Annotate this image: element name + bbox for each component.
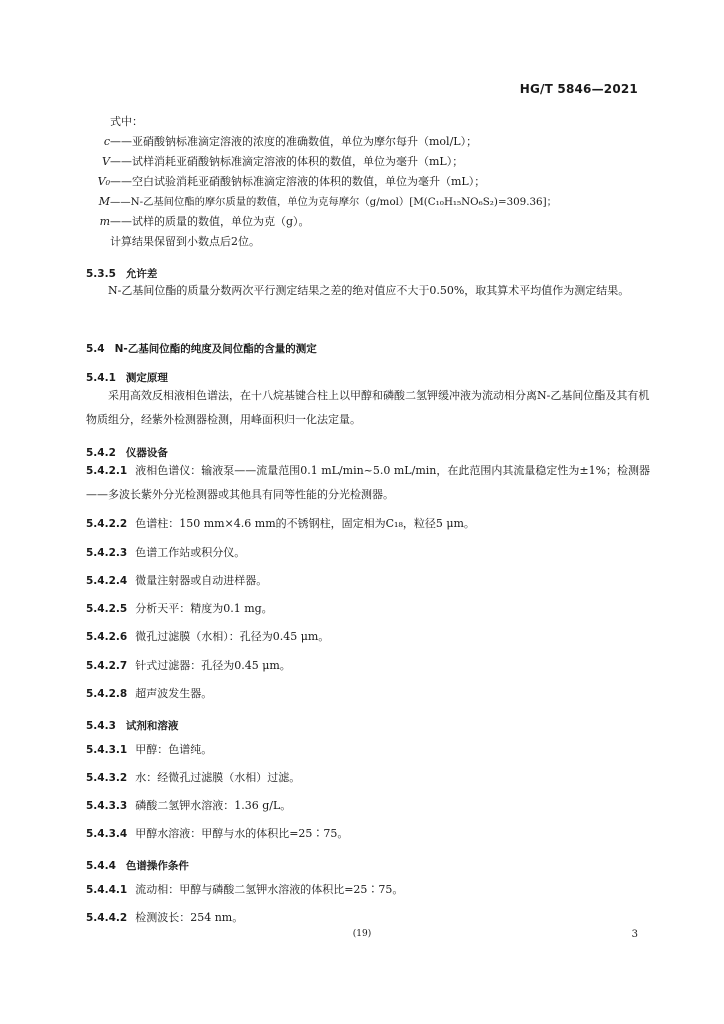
clause-item: [86, 459, 660, 507]
legend-symbol: c: [103, 135, 110, 148]
clause-number: 5.4.2.8: [86, 688, 128, 700]
clause-text: 针式过滤器：孔径为0.45 μm。: [135, 659, 291, 672]
standard-number: HG/T 5846—2021: [519, 82, 638, 96]
clause-text: 液相色谱仪：输液泵——流量范围0.1 mL/min~5.0 mL/min，在此范围内其流量稳定性为±1%；检测器——多波长紫外分光检测器或其他具有同等性能的分光检测器。: [86, 464, 651, 501]
legend-symbol: V: [102, 155, 110, 168]
legend-text: ——试样消耗亚硝酸钠标准滴定溶液的体积的数值，单位为毫升（mL）；: [110, 155, 464, 168]
clause-number: 5.4.2.6: [86, 631, 128, 643]
clause-item: [86, 910, 243, 926]
clause-item: [86, 516, 475, 532]
section-title: 测定原理: [125, 372, 168, 384]
clause-text: 微孔过滤膜（水相）：孔径为0.45 μm。: [135, 630, 330, 643]
section-number: 5.4.2: [86, 447, 116, 459]
clause-text: 磷酸二氢钾水溶液：1.36 g/L。: [135, 799, 292, 812]
section-number: 5.4.3: [86, 720, 116, 732]
clause-text: 超声波发生器。: [135, 687, 213, 700]
clause-item: [86, 686, 212, 702]
section-heading: [86, 854, 189, 873]
clause-text: 微量注射器或自动进样器。: [135, 574, 268, 587]
clause-text: 检测波长：254 nm。: [135, 911, 244, 924]
legend-symbol: m: [99, 215, 110, 228]
clause-item: [86, 798, 291, 814]
clause-text: 甲醇：色谱纯。: [135, 743, 213, 756]
legend-item-v0: [96, 174, 485, 189]
legend-item-m-mass: [96, 214, 310, 229]
section-heading: [86, 714, 178, 733]
clause-item: [86, 826, 348, 842]
clause-number: 5.4.3.2: [86, 772, 128, 784]
legend-symbol: V₀: [97, 175, 110, 188]
legend-text: ——空白试验消耗亚硝酸钠标准滴定溶液的体积的数值，单位为毫升（mL）；: [110, 175, 486, 188]
section-heading: [86, 366, 168, 385]
clause-text: 甲醇水溶液：甲醇与水的体积比=25∶75。: [135, 827, 349, 840]
legend-intro: 式中：: [110, 115, 143, 128]
footer-center-page-marker: (19): [352, 929, 372, 939]
paragraph: N-乙基间位酯的质量分数两次平行测定结果之差的绝对值应不大于0.50%，取其算术平均值作为测定结果。: [108, 284, 630, 297]
section-number: 5.4: [86, 343, 105, 355]
section-heading: [86, 441, 168, 460]
clause-number: 5.4.2.1: [86, 465, 128, 477]
legend-item-v: [96, 154, 463, 169]
paragraph: 采用高效反相液相色谱法，在十八烷基键合柱上以甲醇和磷酸二氢钾缓冲液为流动相分离N-乙基间位酯及其有机物质组分，经紫外检测器检测，用峰面积归一化法定量。: [86, 389, 650, 426]
clause-item: [86, 658, 291, 674]
clause-text: 水：经微孔过滤膜（水相）过滤。: [135, 771, 301, 784]
clause-text: 流动相：甲醇与磷酸二氢钾水溶液的体积比=25∶75。: [135, 883, 404, 896]
section-title: N-乙基间位酯的纯度及间位酯的含量的测定: [114, 343, 317, 355]
clause-text: 色谱柱：150 mm×4.6 mm的不锈钢柱，固定相为C₁₈，粒径5 μm。: [135, 517, 475, 530]
legend-item-c: [96, 134, 477, 149]
clause-number: 5.4.2.5: [86, 603, 128, 615]
section-number: 5.4.4: [86, 860, 116, 872]
section-title: 色谱操作条件: [125, 860, 189, 872]
clause-number: 5.4.2.3: [86, 547, 128, 559]
clause-item: [86, 770, 300, 786]
clause-item: [86, 882, 403, 898]
clause-text: 色谱工作站或积分仪。: [135, 546, 246, 559]
clause-number: 5.4.4.1: [86, 884, 128, 896]
clause-item: [86, 573, 267, 589]
clause-text: 分析天平：精度为0.1 mg。: [135, 602, 273, 615]
section-number: 5.3.5: [86, 268, 116, 280]
clause-number: 5.4.2.7: [86, 660, 128, 672]
section-number: 5.4.1: [86, 372, 116, 384]
clause-number: 5.4.4.2: [86, 912, 128, 924]
clause-item: [86, 629, 329, 645]
legend-item-m-molar: [96, 194, 557, 210]
clause-item: [86, 545, 245, 561]
clause-number: 5.4.3.3: [86, 800, 128, 812]
page-number: 3: [631, 929, 638, 940]
clause-number: 5.4.3.1: [86, 744, 128, 756]
section-heading: [86, 337, 317, 356]
section-title: 仪器设备: [125, 447, 168, 459]
legend-text: ——亚硝酸钠标准滴定溶液的浓度的准确数值，单位为摩尔每升（mol/L）；: [110, 135, 478, 148]
clause-number: 5.4.2.4: [86, 575, 128, 587]
legend-text: ——N-乙基间位酯的摩尔质量的数值，单位为克每摩尔（g/mol）[M(C₁₀H₁₅NO₆S₂)=309.36]；: [110, 196, 557, 208]
legend-note: 计算结果保留到小数点后2位。: [110, 235, 260, 248]
clause-number: 5.4.3.4: [86, 828, 128, 840]
legend-text: ——试样的质量的数值，单位为克（g）。: [110, 215, 310, 228]
section-title: 试剂和溶液: [125, 720, 179, 732]
section-title: 允许差: [125, 268, 158, 280]
clause-item: [86, 742, 212, 758]
legend-symbol: M: [98, 195, 110, 208]
clause-number: 5.4.2.2: [86, 518, 128, 530]
clause-item: [86, 601, 273, 617]
